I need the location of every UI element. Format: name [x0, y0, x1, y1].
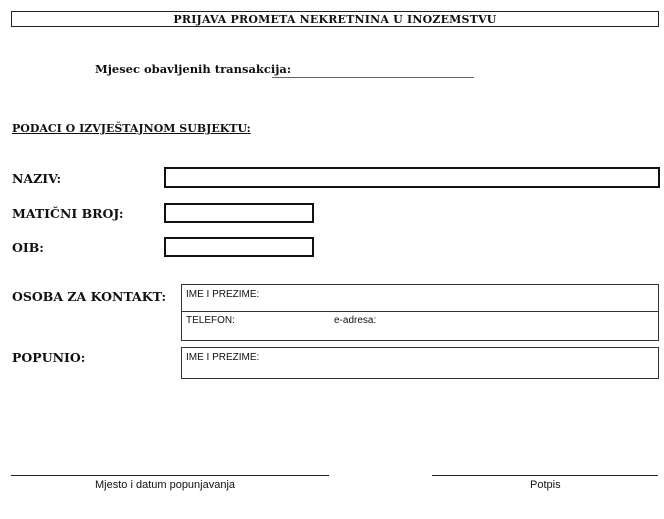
place-date-line[interactable]	[11, 475, 329, 476]
filled-by-label: POPUNIO:	[12, 350, 86, 365]
maticni-broj-field[interactable]	[164, 203, 314, 223]
naziv-label: NAZIV:	[12, 171, 62, 186]
naziv-field[interactable]	[164, 167, 660, 188]
contact-phone-label: TELEFON:	[186, 315, 235, 326]
maticni-broj-label: MATIČNI BROJ:	[12, 206, 124, 221]
signature-line[interactable]	[432, 475, 658, 476]
oib-field[interactable]	[164, 237, 314, 257]
contact-name-label: IME I PREZIME:	[186, 289, 260, 300]
oib-label: OIB:	[12, 240, 44, 255]
place-date-caption: Mjesto i datum popunjavanja	[95, 479, 236, 491]
filled-by-name-label: IME I PREZIME:	[186, 352, 260, 363]
contact-email-label: e-adresa:	[334, 315, 377, 326]
contact-divider	[182, 311, 658, 312]
transaction-month-label: Mjesec obavljenih transakcija:	[95, 62, 292, 76]
signature-caption: Potpis	[530, 479, 561, 491]
filled-by-box	[181, 347, 659, 379]
form-title: PRIJAVA PROMETA NEKRETNINA U INOZEMSTVU	[11, 11, 659, 27]
contact-person-label: OSOBA ZA KONTAKT:	[12, 289, 167, 304]
section-heading-reporting-entity: PODACI O IZVJEŠTAJNOM SUBJEKTU:	[12, 122, 251, 135]
transaction-month-field[interactable]	[272, 77, 474, 78]
contact-person-box	[181, 284, 659, 341]
